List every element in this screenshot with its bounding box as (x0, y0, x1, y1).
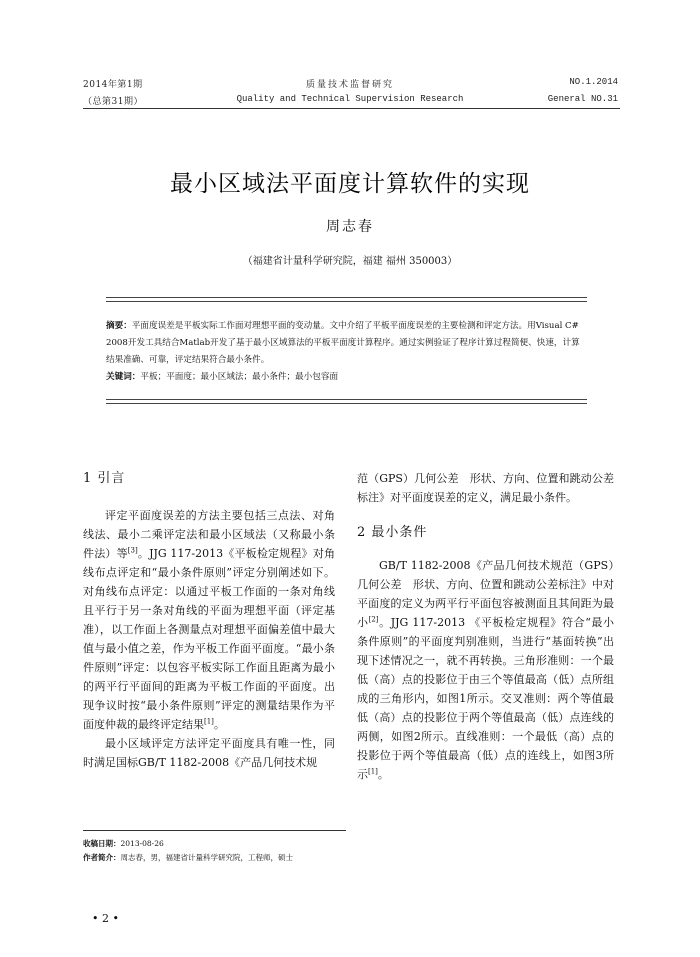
keywords (106, 369, 587, 386)
bio-value: 周志春，男，福建省计量科学研究院，工程师，硕士 (120, 853, 293, 862)
page-number: • 2 • (92, 912, 119, 925)
abstract-label: 摘要： (106, 321, 132, 331)
received-label: 收稿日期： (83, 839, 121, 848)
header-journal-en: Quality and Technical Supervision Research (236, 94, 464, 104)
min-condition-text-c: 。 (377, 768, 389, 781)
abstract-block (106, 318, 587, 386)
header-journal-cn: 质量技术监督研究 (305, 80, 394, 90)
header-total-issue: （总第31期） (83, 97, 143, 107)
intro-text-b: 。JJG 117-2013《平板检定规程》对角线布点评定和“最小条件原则”评定分别阐述如下。对角线布点评定：以通过平板工作面的一条对角线且平行于另一条对角线的平面为理想平面（评定基准），以工作面上各测量点对理想平面偏差值中最大值与最小值之差，作为平板工作面平面度。“最小条件原则”评定：以包容平板实际工作面且距离为最小的两平行平面间的距离为平板工作面的平面度。出现争议时按“最小条件原则”评定的测量结果作为平面度仲裁的最终评定结果 (83, 547, 336, 731)
affiliation: （福建省计量科学研究院，福建 福州 350003） (242, 256, 458, 267)
abstract-text: 平面度误差是平板实际工作面对理想平面的变动量。文中介绍了平板平面度误差的主要检测和评定方法。用Visual C# 2008开发工具结合Matlab开发了基于最小区域算法的平板平面度计算程序。通过实例验证了程序计算过程简便、快速，计算结果准确、可靠，评定结果符合最小条件。 (106, 321, 580, 365)
abstract-top-rule (106, 297, 587, 302)
author-bio (83, 852, 293, 863)
min-condition-text-a: GB/T 1182-2008《产品几何技术规范（GPS）几何公差 形状、方向、位置和跳动公差标注》中对平面度的定义为两平行平面包容被测面且其间距为最小 (357, 559, 614, 629)
abstract-bottom-rule (106, 399, 587, 404)
intro-paragraph-2: 最小区域评定方法评定平面度具有唯一性，同时满足国标GB/T 1182-2008《产品几何技术规 (83, 737, 335, 769)
citation-2: [2] (368, 615, 379, 624)
intro-paragraph-1 (83, 506, 335, 734)
left-column (83, 469, 335, 772)
citation-1: [1] (204, 717, 214, 726)
keywords-label: 关键词： (106, 372, 141, 382)
abstract (106, 318, 587, 369)
intro-text-c: 。 (213, 718, 225, 731)
section-1-heading: 1 引言 (83, 471, 126, 486)
header-issue: 2014年第1期 (83, 80, 143, 90)
header-rule (83, 108, 620, 109)
header-number: NO.1.2014 (569, 77, 618, 87)
citation-3: [3] (127, 546, 138, 555)
header-general-number: General NO.31 (547, 94, 618, 104)
continued-paragraph: 范（GPS）几何公差 形状、方向、位置和跳动公差标注》对平面度误差的定义，满足最小条件。 (357, 472, 614, 504)
min-condition-text-b: 。JJG 117-2013 《平板检定规程》符合“最小条件原则”的平面度判别准则，当进行“基面转换”出现下述情况之一，就不再转换。三角形准则：一个最低（高）点的投影位于由三个等值最高（低）点所组成的三角形内，如图1所示。交叉准则：两个等值最低（高）点的投影位于两个等值最高（低）点连线的两侧，如图2所示。直线准则：一个最低（高）点的投影位于两个等值最高（低）点的连线上，如图3所示 (357, 616, 615, 781)
intro-text-a: 评定平面度误差的方法主要包括三点法、对角线法、最小二乘评定法和最小区域法（又称最小条件法）等 (83, 509, 335, 560)
author: 周志春 (326, 219, 374, 235)
paper-title: 最小区域法平面度计算软件的实现 (170, 171, 530, 197)
right-column (357, 469, 614, 784)
min-condition-paragraph (357, 556, 614, 784)
footnote-rule (83, 830, 346, 831)
received-date (83, 838, 164, 849)
bio-label: 作者简介： (83, 853, 121, 862)
received-value: 2013-08-26 (120, 839, 164, 848)
section-2-heading: 2 最小条件 (357, 525, 428, 540)
citation-1b: [1] (368, 767, 378, 776)
keywords-text: 平板；平面度；最小区域法；最小条件；最小包容面 (140, 372, 339, 382)
